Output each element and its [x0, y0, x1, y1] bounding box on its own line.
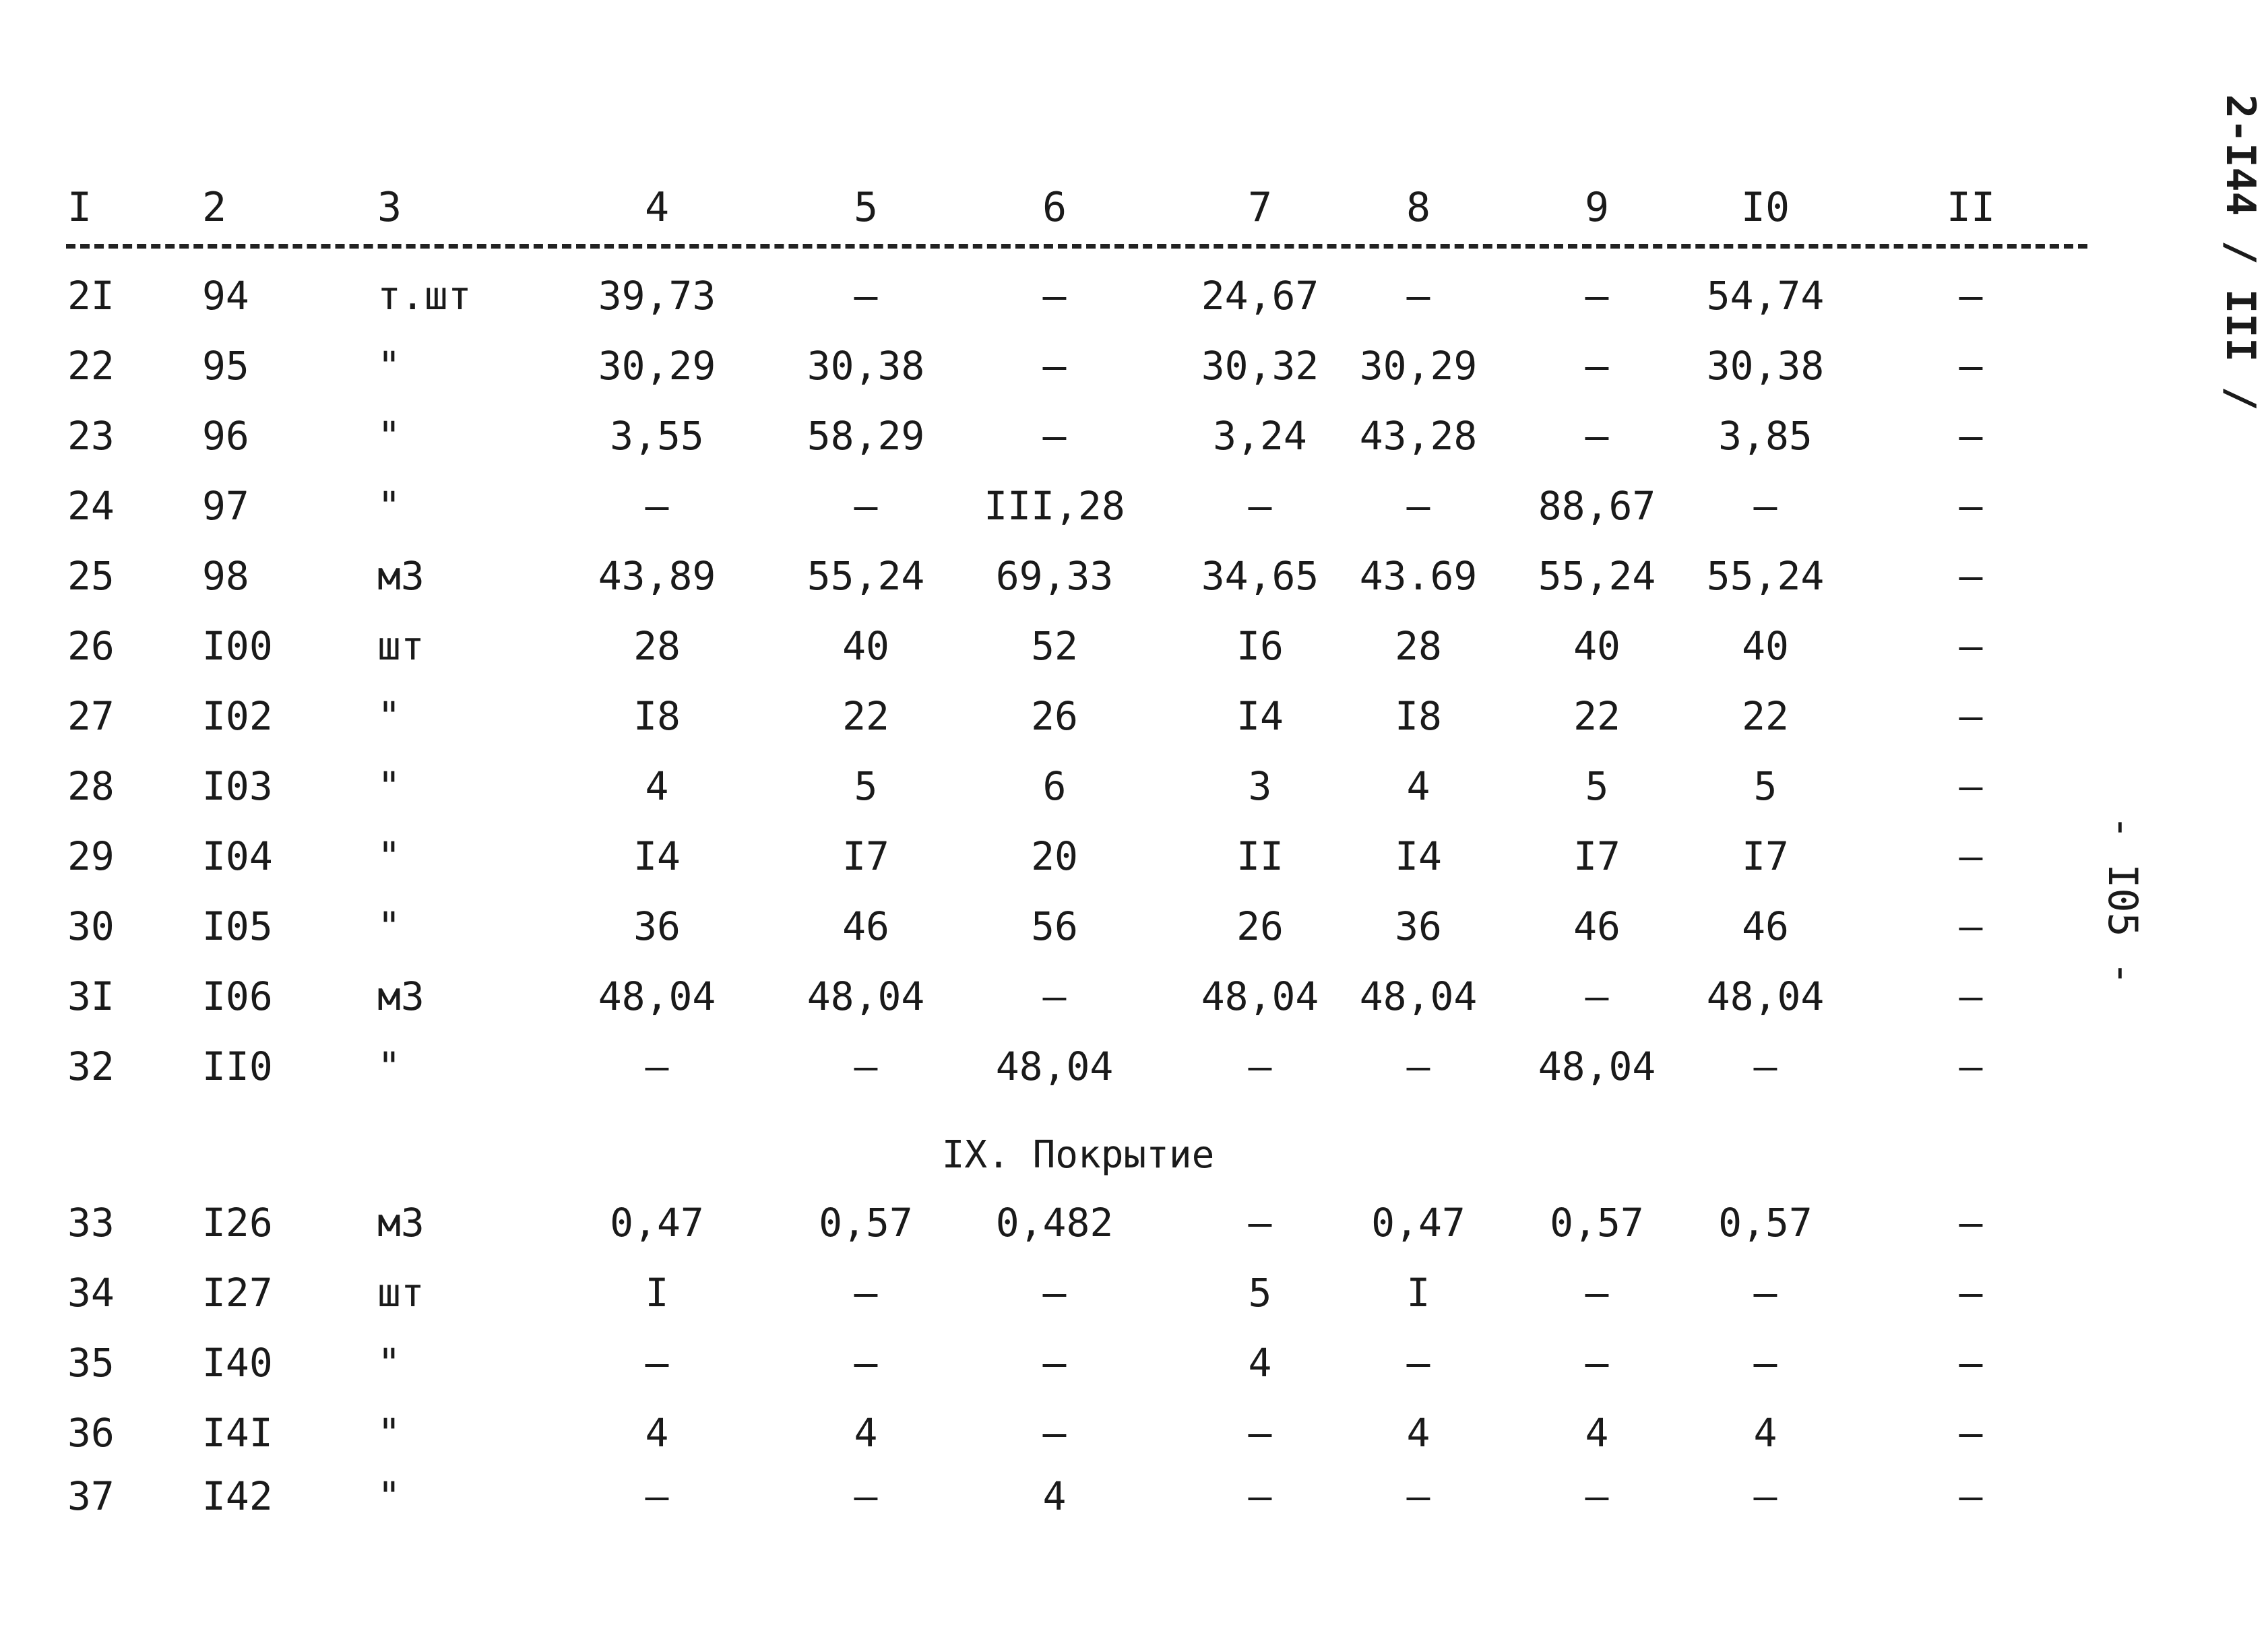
table-cell: I05 — [202, 903, 273, 949]
table-cell: 46 — [1573, 903, 1620, 949]
table-cell: I4I — [202, 1410, 273, 1456]
table-cell: – — [1585, 1340, 1609, 1386]
table-cell: 4 — [1248, 1340, 1272, 1386]
table-cell: – — [1959, 623, 1983, 669]
table-cell: 46 — [1742, 903, 1789, 949]
table-cell: I8 — [1395, 693, 1442, 739]
table-cell: I7 — [1573, 833, 1620, 879]
table-cell: – — [1248, 483, 1272, 529]
table-cell: " — [377, 1340, 401, 1386]
table-cell: " — [377, 483, 401, 529]
table-cell: 34,65 — [1201, 553, 1319, 599]
table-cell: 33 — [67, 1200, 115, 1246]
table-cell: " — [377, 1043, 401, 1089]
table-cell: – — [854, 1043, 878, 1089]
table-cell: 97 — [202, 483, 249, 529]
table-cell: 96 — [202, 413, 249, 459]
table-cell: 48,04 — [598, 973, 716, 1019]
section-title: IX. Покрытие — [941, 1133, 1215, 1177]
table-cell: м3 — [377, 973, 424, 1019]
table-cell: I00 — [202, 623, 273, 669]
table-cell: 3,85 — [1718, 413, 1813, 459]
table-cell: – — [1959, 1340, 1983, 1386]
table-cell: 26 — [1236, 903, 1284, 949]
table-cell: 6 — [1042, 763, 1067, 809]
table-cell: – — [1959, 343, 1983, 389]
table-cell: – — [1585, 973, 1609, 1019]
table-cell: I4 — [1236, 693, 1284, 739]
column-header: I — [67, 184, 92, 231]
table-cell: I — [645, 1270, 669, 1316]
column-header: 9 — [1584, 184, 1610, 231]
table-cell: 54,74 — [1706, 273, 1825, 319]
table-cell: – — [1959, 483, 1983, 529]
table-cell: 36 — [1395, 903, 1442, 949]
table-cell: 55,24 — [1706, 553, 1825, 599]
table-cell: – — [854, 1473, 878, 1519]
table-cell: – — [1042, 1410, 1067, 1456]
table-cell: 46 — [842, 903, 889, 949]
table-cell: 98 — [202, 553, 249, 599]
table-cell: – — [1585, 343, 1609, 389]
table-cell: – — [1959, 1043, 1983, 1089]
table-cell: 20 — [1031, 833, 1078, 879]
table-cell: 55,24 — [807, 553, 925, 599]
table-cell: 48,04 — [1359, 973, 1478, 1019]
table-cell: – — [1959, 1200, 1983, 1246]
table-cell: – — [1959, 973, 1983, 1019]
table-cell: I02 — [202, 693, 273, 739]
table-cell: 36 — [633, 903, 681, 949]
table-cell: – — [1585, 1473, 1609, 1519]
table-cell: I04 — [202, 833, 273, 879]
table-cell: 55,24 — [1538, 553, 1656, 599]
table-cell: 26 — [1031, 693, 1078, 739]
table-cell: I4 — [1395, 833, 1442, 879]
table-cell: – — [1042, 273, 1067, 319]
table-cell: – — [1753, 1340, 1777, 1386]
table-cell: – — [1042, 973, 1067, 1019]
table-cell: 40 — [842, 623, 889, 669]
column-header: II — [1946, 184, 1996, 231]
table-cell: 4 — [854, 1410, 878, 1456]
table-cell: 0,47 — [610, 1200, 704, 1246]
table-cell: – — [645, 1043, 669, 1089]
table-cell: – — [1248, 1473, 1272, 1519]
column-header: 2 — [202, 184, 227, 231]
table-cell: " — [377, 903, 401, 949]
table-cell: – — [854, 1340, 878, 1386]
table-cell: 30,38 — [1706, 343, 1825, 389]
table-cell: 36 — [67, 1410, 115, 1456]
table-cell: 25 — [67, 553, 115, 599]
table-cell: II0 — [202, 1043, 273, 1089]
table-cell: – — [1406, 273, 1430, 319]
table-cell: 37 — [67, 1473, 115, 1519]
table-cell: " — [377, 763, 401, 809]
table-cell: – — [645, 1340, 669, 1386]
table-cell: 22 — [67, 343, 115, 389]
column-header: 3 — [377, 184, 402, 231]
table-cell: 24,67 — [1201, 273, 1319, 319]
table-cell: 95 — [202, 343, 249, 389]
table-cell: " — [377, 343, 401, 389]
table-cell: 40 — [1573, 623, 1620, 669]
table-cell: – — [1959, 1473, 1983, 1519]
table-cell: шт — [377, 623, 424, 669]
table-cell: – — [1042, 1270, 1067, 1316]
table-cell: " — [377, 833, 401, 879]
table-cell: 26 — [67, 623, 115, 669]
table-cell: I8 — [633, 693, 681, 739]
table-cell: 30,38 — [807, 343, 925, 389]
table-cell: 30 — [67, 903, 115, 949]
table-cell: – — [1959, 693, 1983, 739]
table-cell: I40 — [202, 1340, 273, 1386]
table-cell: – — [1585, 413, 1609, 459]
table-cell: 43,89 — [598, 553, 716, 599]
column-header: 4 — [644, 184, 670, 231]
header-divider — [66, 244, 2087, 249]
table-cell: 0,57 — [1550, 1200, 1644, 1246]
side-reference: 2-I44 / III / — [2217, 94, 2264, 411]
table-cell: – — [1042, 1340, 1067, 1386]
table-cell: – — [1753, 1043, 1777, 1089]
column-header: 7 — [1247, 184, 1273, 231]
table-cell: – — [854, 483, 878, 529]
table-cell: 48,04 — [807, 973, 925, 1019]
table-cell: II — [1236, 833, 1284, 879]
table-cell: 4 — [1406, 1410, 1430, 1456]
table-cell: 0,57 — [1718, 1200, 1813, 1246]
table-cell: 0,57 — [819, 1200, 913, 1246]
table-cell: – — [854, 273, 878, 319]
table-cell: I06 — [202, 973, 273, 1019]
table-cell: 5 — [1753, 763, 1777, 809]
table-cell: шт — [377, 1270, 424, 1316]
table-cell: 4 — [1406, 763, 1430, 809]
table-cell: 58,29 — [807, 413, 925, 459]
table-cell: – — [1959, 413, 1983, 459]
table-cell: 3,24 — [1213, 413, 1307, 459]
table-cell: I — [1406, 1270, 1430, 1316]
page-number: - I05 - — [2099, 815, 2146, 986]
column-header: 6 — [1042, 184, 1067, 231]
table-cell: 4 — [645, 1410, 669, 1456]
table-cell: – — [1585, 273, 1609, 319]
table-cell: 5 — [1585, 763, 1609, 809]
table-cell: – — [1959, 1270, 1983, 1316]
table-cell: 3I — [67, 973, 115, 1019]
table-cell: – — [1753, 483, 1777, 529]
table-cell: 32 — [67, 1043, 115, 1089]
table-cell: 4 — [1042, 1473, 1067, 1519]
table-cell: – — [1753, 1473, 1777, 1519]
table-cell: 22 — [1573, 693, 1620, 739]
table-cell: 69,33 — [995, 553, 1114, 599]
table-cell: 30,29 — [598, 343, 716, 389]
table-cell: – — [1406, 1473, 1430, 1519]
table-cell: 48,04 — [1706, 973, 1825, 1019]
table-cell: м3 — [377, 553, 424, 599]
table-cell: – — [645, 1473, 669, 1519]
table-cell: 22 — [1742, 693, 1789, 739]
table-cell: I42 — [202, 1473, 273, 1519]
table-cell: – — [1959, 903, 1983, 949]
table-cell: 30,32 — [1201, 343, 1319, 389]
table-cell: – — [645, 483, 669, 529]
table-cell: 39,73 — [598, 273, 716, 319]
table-cell: 5 — [854, 763, 878, 809]
table-cell: 27 — [67, 693, 115, 739]
table-cell: 28 — [633, 623, 681, 669]
table-cell: – — [1959, 553, 1983, 599]
table-cell: III,28 — [984, 483, 1125, 529]
table-cell: 48,04 — [1201, 973, 1319, 1019]
table-cell: 56 — [1031, 903, 1078, 949]
table-cell: 29 — [67, 833, 115, 879]
table-cell: 0,482 — [995, 1200, 1114, 1246]
table-cell: – — [1042, 343, 1067, 389]
table-cell: 52 — [1031, 623, 1078, 669]
table-cell: 28 — [1395, 623, 1442, 669]
table-cell: – — [1406, 1340, 1430, 1386]
table-cell: – — [1248, 1200, 1272, 1246]
table-cell: – — [854, 1270, 878, 1316]
table-cell: – — [1248, 1043, 1272, 1089]
table-cell: " — [377, 693, 401, 739]
table-cell: 4 — [645, 763, 669, 809]
table-cell: " — [377, 413, 401, 459]
table-cell: – — [1042, 413, 1067, 459]
table-cell: 48,04 — [1538, 1043, 1656, 1089]
table-cell: 3,55 — [610, 413, 704, 459]
column-header: I0 — [1740, 184, 1790, 231]
table-cell: 2I — [67, 273, 115, 319]
table-cell: – — [1959, 1410, 1983, 1456]
table-cell: 48,04 — [995, 1043, 1114, 1089]
table-cell: 5 — [1248, 1270, 1272, 1316]
table-cell: " — [377, 1410, 401, 1456]
table-cell: 88,67 — [1538, 483, 1656, 529]
table-cell: 30,29 — [1359, 343, 1478, 389]
table-cell: 0,47 — [1371, 1200, 1466, 1246]
table-cell: 94 — [202, 273, 249, 319]
table-cell: – — [1406, 483, 1430, 529]
table-cell: 22 — [842, 693, 889, 739]
table-cell: I26 — [202, 1200, 273, 1246]
table-cell: м3 — [377, 1200, 424, 1246]
table-cell: 40 — [1742, 623, 1789, 669]
table-cell: 28 — [67, 763, 115, 809]
table-cell: – — [1959, 273, 1983, 319]
table-cell: 24 — [67, 483, 115, 529]
table-cell: I03 — [202, 763, 273, 809]
table-cell: 4 — [1585, 1410, 1609, 1456]
table-cell: 23 — [67, 413, 115, 459]
table-cell: – — [1959, 763, 1983, 809]
table-cell: I4 — [633, 833, 681, 879]
table-cell: " — [377, 1473, 401, 1519]
table-cell: 34 — [67, 1270, 115, 1316]
table-cell: 43.69 — [1359, 553, 1478, 599]
table-cell: – — [1248, 1410, 1272, 1456]
table-cell: – — [1406, 1043, 1430, 1089]
table-cell: – — [1585, 1270, 1609, 1316]
table-cell: т.шт — [377, 273, 472, 319]
table-cell: 43,28 — [1359, 413, 1478, 459]
column-header: 8 — [1406, 184, 1431, 231]
table-cell: I6 — [1236, 623, 1284, 669]
table-cell: I7 — [1742, 833, 1789, 879]
table-cell: 3 — [1248, 763, 1272, 809]
table-cell: 4 — [1753, 1410, 1777, 1456]
table-cell: – — [1753, 1270, 1777, 1316]
table-cell: 35 — [67, 1340, 115, 1386]
table-cell: – — [1959, 833, 1983, 879]
table-cell: I27 — [202, 1270, 273, 1316]
column-header: 5 — [853, 184, 879, 231]
table-cell: I7 — [842, 833, 889, 879]
